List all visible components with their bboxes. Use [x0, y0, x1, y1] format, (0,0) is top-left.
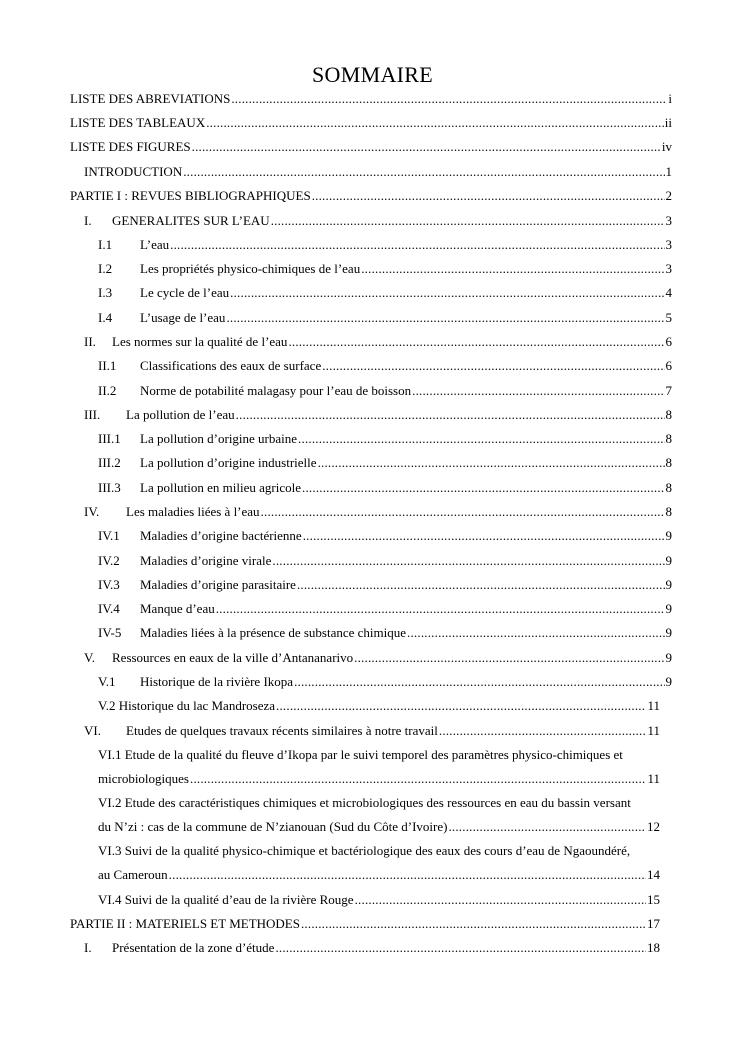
toc-entry-page-number: 9 [665, 553, 672, 568]
toc-dot-leader [226, 309, 664, 326]
toc-entry-page-number: 11 [647, 723, 660, 738]
toc-entry-label: au Cameroun [98, 867, 168, 882]
toc-entry-page-number: 5 [665, 310, 672, 325]
toc-entry[interactable] [84, 649, 672, 666]
toc-dot-leader [407, 624, 664, 641]
toc-entry-page-number: 14 [647, 867, 660, 882]
toc-dot-leader [412, 382, 664, 399]
toc-dot-leader [206, 114, 664, 131]
toc-dot-leader [170, 236, 664, 253]
toc-entry[interactable] [98, 673, 672, 690]
toc-dot-leader [294, 673, 664, 690]
toc-entry-number: I.2 [98, 261, 113, 276]
toc-entry-page-number: 11 [647, 771, 660, 786]
toc-entry-number: II. [84, 334, 96, 349]
toc-entry[interactable] [98, 746, 660, 787]
toc-entry-number: II.2 [98, 383, 117, 398]
toc-entry-number: III. [84, 407, 101, 422]
toc-entry[interactable] [98, 794, 660, 835]
toc-entry-number: III.2 [98, 455, 121, 470]
toc-entry-page-number: 9 [665, 674, 672, 689]
toc-dot-leader [312, 187, 665, 204]
toc-entry-label: INTRODUCTION [84, 164, 183, 179]
toc-entry-label: VI.4 Suivi de la qualité d’eau de la rivière Rouge [98, 892, 354, 907]
toc-entry-page-number: 1 [665, 164, 672, 179]
toc-entry[interactable] [70, 138, 672, 155]
toc-entry-label: LISTE DES FIGURES [70, 139, 191, 154]
toc-dot-leader [297, 576, 665, 593]
toc-dot-leader [236, 406, 665, 423]
toc-entry-label: microbiologiques [98, 771, 189, 786]
toc-entry[interactable] [98, 576, 672, 593]
toc-entry[interactable] [98, 454, 672, 471]
toc-entry[interactable] [98, 284, 672, 301]
toc-entry-page-number: 12 [647, 819, 660, 834]
toc-entry-label: du N’zi : cas de la commune de N’zianouan (Sud du Côte d’Ivoire) [98, 819, 448, 834]
toc-entry-number: I. [84, 213, 92, 228]
toc-entry[interactable] [98, 430, 672, 447]
toc-entry[interactable] [70, 187, 672, 204]
toc-entry-number: IV-5 [98, 625, 122, 640]
toc-entry[interactable] [98, 236, 672, 253]
toc-entry-page-number: 3 [665, 261, 672, 276]
toc-entry-page-number: 8 [665, 455, 672, 470]
toc-dot-leader [448, 818, 646, 835]
toc-entry[interactable] [98, 891, 660, 908]
toc-entry-label: Les normes sur la qualité de l’eau [112, 334, 288, 349]
toc-entry[interactable] [70, 114, 672, 131]
toc-entry-label: Historique de la rivière Ikopa [140, 674, 294, 689]
toc-entry-page-number: 6 [665, 334, 672, 349]
toc-entry-number: II.1 [98, 358, 117, 373]
toc-dot-leader [275, 939, 646, 956]
toc-entry-page-number: 8 [665, 407, 672, 422]
toc-entry-page-number: ii [664, 115, 672, 130]
toc-dot-leader [216, 600, 665, 617]
toc-entry[interactable] [84, 722, 660, 739]
toc-entry-page-number: 7 [665, 383, 672, 398]
toc-entry-label-line1: VI.1 Etude de la qualité du fleuve d’Ikopa par le suivi temporel des paramètres physico-chimiques et [98, 747, 623, 762]
toc-entry-label: Etudes de quelques travaux récents similaires à notre travail [126, 723, 438, 738]
toc-dot-leader [302, 479, 664, 496]
toc-entry[interactable] [98, 309, 672, 326]
toc-entry-page-number: 9 [665, 650, 672, 665]
toc-entry-label: Le cycle de l’eau [140, 285, 230, 300]
toc-entry-page-number: 2 [665, 188, 672, 203]
toc-entry-label: GENERALITES SUR L’EAU [112, 213, 270, 228]
toc-entry[interactable] [84, 333, 672, 350]
toc-entry-number: IV.4 [98, 601, 120, 616]
toc-entry[interactable] [98, 624, 672, 641]
toc-entry-label-line1: VI.3 Suivi de la qualité physico-chimique et bactériologique des eaux des cours d’eau de Ngaoundéré, [98, 843, 631, 858]
toc-dot-leader [361, 260, 664, 277]
toc-dot-leader [183, 163, 664, 180]
toc-dot-leader [439, 722, 647, 739]
toc-entry[interactable] [70, 90, 672, 107]
toc-dot-leader [261, 503, 665, 520]
toc-entry-label: Manque d’eau [140, 601, 215, 616]
toc-entry-label: La pollution en milieu agricole [140, 480, 302, 495]
toc-entry-label: PARTIE II : MATERIELS ET METHODES [70, 916, 300, 931]
toc-dot-leader [298, 430, 664, 447]
toc-entry-number: I.1 [98, 237, 113, 252]
toc-entry-label: PARTIE I : REVUES BIBLIOGRAPHIQUES [70, 188, 311, 203]
toc-entry-label: Les maladies liées à l’eau [126, 504, 260, 519]
toc-entry[interactable] [98, 260, 672, 277]
toc-entry[interactable] [70, 915, 660, 932]
toc-entry-number: IV.3 [98, 577, 120, 592]
toc-entry-label-line1: VI.2 Etude des caractéristiques chimiques et microbiologiques des ressources en eau du bassin versant [98, 795, 631, 810]
toc-entry-number: VI. [84, 723, 101, 738]
toc-entry-page-number: 8 [665, 504, 672, 519]
toc-dot-leader [288, 333, 664, 350]
toc-dot-leader [355, 891, 646, 908]
toc-entry-label: La pollution d’origine urbaine [140, 431, 298, 446]
toc-dot-leader [230, 284, 664, 301]
toc-entry-page-number: i [668, 91, 672, 106]
toc-entry-label: Maladies d’origine bactérienne [140, 528, 302, 543]
toc-entry-page-number: 9 [665, 577, 672, 592]
toc-entry-page-number: 9 [665, 625, 672, 640]
toc-dot-leader [322, 357, 664, 374]
toc-entry-page-number: 3 [665, 237, 672, 252]
toc-dot-leader [169, 866, 646, 883]
toc-entry-number: V. [84, 650, 95, 665]
toc-entry-page-number: 6 [665, 358, 672, 373]
toc-dot-leader [272, 552, 664, 569]
toc-entry-label: L’usage de l’eau [140, 310, 226, 325]
toc-entry-label: LISTE DES TABLEAUX [70, 115, 206, 130]
toc-entry-page-number: 9 [665, 528, 672, 543]
toc-entry-label: Ressources en eaux de la ville d’Antananarivo [112, 650, 354, 665]
toc-entry[interactable] [98, 600, 672, 617]
toc-dot-leader [231, 90, 667, 107]
toc-dot-leader [271, 212, 665, 229]
toc-entry-page-number: 3 [665, 213, 672, 228]
toc-entry-page-number: 11 [647, 698, 660, 713]
toc-entry[interactable] [98, 842, 660, 883]
toc-entry-number: I.4 [98, 310, 113, 325]
toc-entry-number: IV.2 [98, 553, 120, 568]
toc-dot-leader [276, 697, 646, 714]
toc-entry[interactable] [98, 479, 672, 496]
toc-entry-label: LISTE DES ABREVIATIONS [70, 91, 231, 106]
toc-dot-leader [303, 527, 665, 544]
toc-entry[interactable] [98, 697, 660, 714]
toc-entry-page-number: 8 [665, 431, 672, 446]
toc-entry-label: L’eau [140, 237, 170, 252]
toc-entry-number: IV. [84, 504, 100, 519]
page-title: SOMMAIRE [312, 62, 433, 87]
toc-entry-page-number: 18 [647, 940, 660, 955]
toc-entry[interactable] [98, 382, 672, 399]
toc-entry[interactable] [98, 357, 672, 374]
toc-entry[interactable] [98, 552, 672, 569]
toc-entry-label: La pollution de l’eau [126, 407, 235, 422]
toc-entry-page-number: iv [661, 139, 672, 154]
toc-entry[interactable] [98, 527, 672, 544]
toc-entry-number: I. [84, 940, 92, 955]
toc-entry[interactable] [84, 939, 660, 956]
toc-entry-label: Norme de potabilité malagasy pour l’eau de boisson [140, 383, 412, 398]
toc-entry[interactable] [84, 212, 672, 229]
toc-entry-label: Les propriétés physico-chimiques de l’eau [140, 261, 361, 276]
toc-entry[interactable] [84, 406, 672, 423]
toc-entry-number: I.3 [98, 285, 113, 300]
toc-entry-number: V.1 [98, 674, 116, 689]
toc-dot-leader [192, 138, 661, 155]
toc-entry-page-number: 4 [665, 285, 672, 300]
toc-dot-leader [190, 770, 646, 787]
toc-dot-leader [318, 454, 665, 471]
toc-dot-leader [301, 915, 646, 932]
toc-entry-label: La pollution d’origine industrielle [140, 455, 317, 470]
toc-entry-label: V.2 Historique du lac Mandroseza [98, 698, 276, 713]
toc-entry-number: IV.1 [98, 528, 120, 543]
toc-dot-leader [354, 649, 664, 666]
toc-entry-page-number: 9 [665, 601, 672, 616]
toc-entry[interactable] [84, 503, 672, 520]
toc-entry-label: Présentation de la zone d’étude [112, 940, 275, 955]
toc-entry-label: Classifications des eaux de surface [140, 358, 322, 373]
toc-entry[interactable] [84, 163, 672, 180]
toc-entry-page-number: 15 [647, 892, 660, 907]
toc-entry-number: III.3 [98, 480, 121, 495]
toc-entry-page-number: 17 [647, 916, 660, 931]
toc-entry-label: Maladies d’origine parasitaire [140, 577, 296, 592]
toc-entry-label: Maladies liées à la présence de substance chimique [140, 625, 407, 640]
toc-entry-number: III.1 [98, 431, 121, 446]
toc-entry-page-number: 8 [665, 480, 672, 495]
toc-entry-label: Maladies d’origine virale [140, 553, 272, 568]
